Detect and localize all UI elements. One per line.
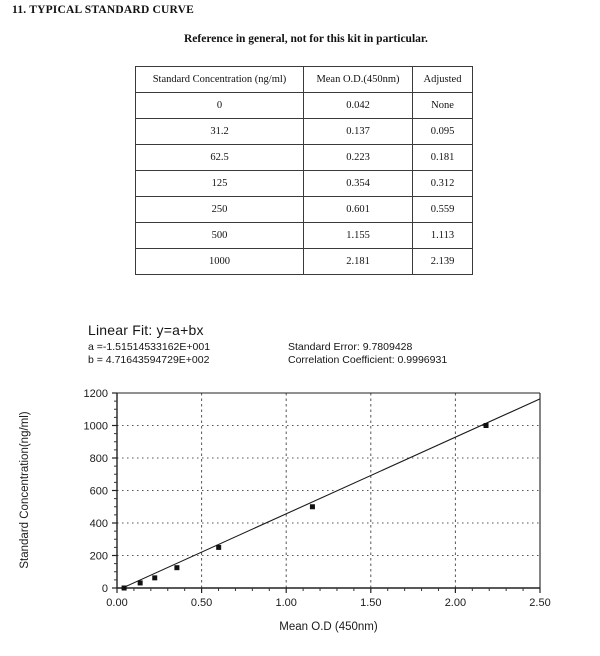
chart-y-tick-labels [84,388,108,595]
cell-concentration: 1000 [136,249,304,275]
table-row [136,145,473,171]
column-header-adjusted: Adjusted [413,67,473,93]
cell-mean-od: 1.155 [304,223,413,249]
fit-standard-error: Standard Error: 9.7809428 [288,341,413,353]
cell-concentration: 125 [136,171,304,197]
svg-text:2.50: 2.50 [529,597,551,609]
cell-adjusted: None [413,93,473,119]
table-row [136,93,473,119]
table-row [136,223,473,249]
column-header-mean-od: Mean O.D.(450nm) [304,67,413,93]
chart-x-axis-title: Mean O.D (450nm) [279,621,378,633]
chart-y-axis-title: Standard Concentration(ng/ml) [19,411,31,569]
cell-concentration: 62.5 [136,145,304,171]
column-header-concentration: Standard Concentration (ng/ml) [136,67,304,93]
table-header-row [136,67,473,93]
chart-data-points [122,423,488,590]
chart-canvas [0,380,600,640]
svg-text:800: 800 [89,453,108,465]
cell-mean-od: 0.223 [304,145,413,171]
svg-text:0.00: 0.00 [106,597,128,609]
svg-text:600: 600 [89,485,108,498]
chart-fit-line [124,399,540,587]
cell-concentration: 0 [136,93,304,119]
cell-mean-od: 0.042 [304,93,413,119]
linear-fit-title: Linear Fit: y=a+bx [88,322,204,338]
cell-mean-od: 0.354 [304,171,413,197]
svg-text:0.50: 0.50 [190,597,213,609]
cell-mean-od: 0.601 [304,197,413,223]
reference-note: Reference in general, not for this kit in particular. [184,33,428,45]
linear-fit-row-a [88,341,548,354]
cell-concentration: 500 [136,223,304,249]
cell-adjusted: 0.095 [413,119,473,145]
fit-coefficient-b: b = 4.71643594729E+002 [88,354,210,366]
svg-text:1000: 1000 [83,420,108,433]
table-row [136,197,473,223]
linear-fit-block [88,322,548,367]
cell-adjusted: 0.181 [413,145,473,171]
linear-fit-row-b [88,354,548,367]
svg-text:1.00: 1.00 [275,597,297,609]
page-title: 11. TYPICAL STANDARD CURVE [12,4,195,16]
svg-text:2.00: 2.00 [444,597,467,609]
svg-text:0: 0 [101,583,108,595]
fit-correlation-coefficient: Correlation Coefficient: 0.9996931 [288,354,448,366]
cell-adjusted: 0.312 [413,171,473,197]
svg-text:1.50: 1.50 [360,597,382,609]
svg-text:1200: 1200 [83,388,108,400]
svg-text:400: 400 [89,518,108,530]
cell-adjusted: 1.113 [413,223,473,249]
table-row [136,119,473,145]
cell-concentration: 250 [136,197,304,223]
chart-gridlines [117,393,540,588]
cell-adjusted: 0.559 [413,197,473,223]
table-row [136,249,473,275]
fit-coefficient-a: a =-1.51514533162E+001 [88,341,211,353]
chart-tick-marks [112,393,540,593]
svg-text:200: 200 [89,550,108,563]
cell-concentration: 31.2 [136,119,304,145]
chart-x-tick-labels [106,597,550,609]
cell-adjusted: 2.139 [413,249,473,275]
standard-curve-table [135,66,473,275]
standard-curve-chart [0,380,600,640]
table-row [136,171,473,197]
cell-mean-od: 0.137 [304,119,413,145]
cell-mean-od: 2.181 [304,249,413,275]
